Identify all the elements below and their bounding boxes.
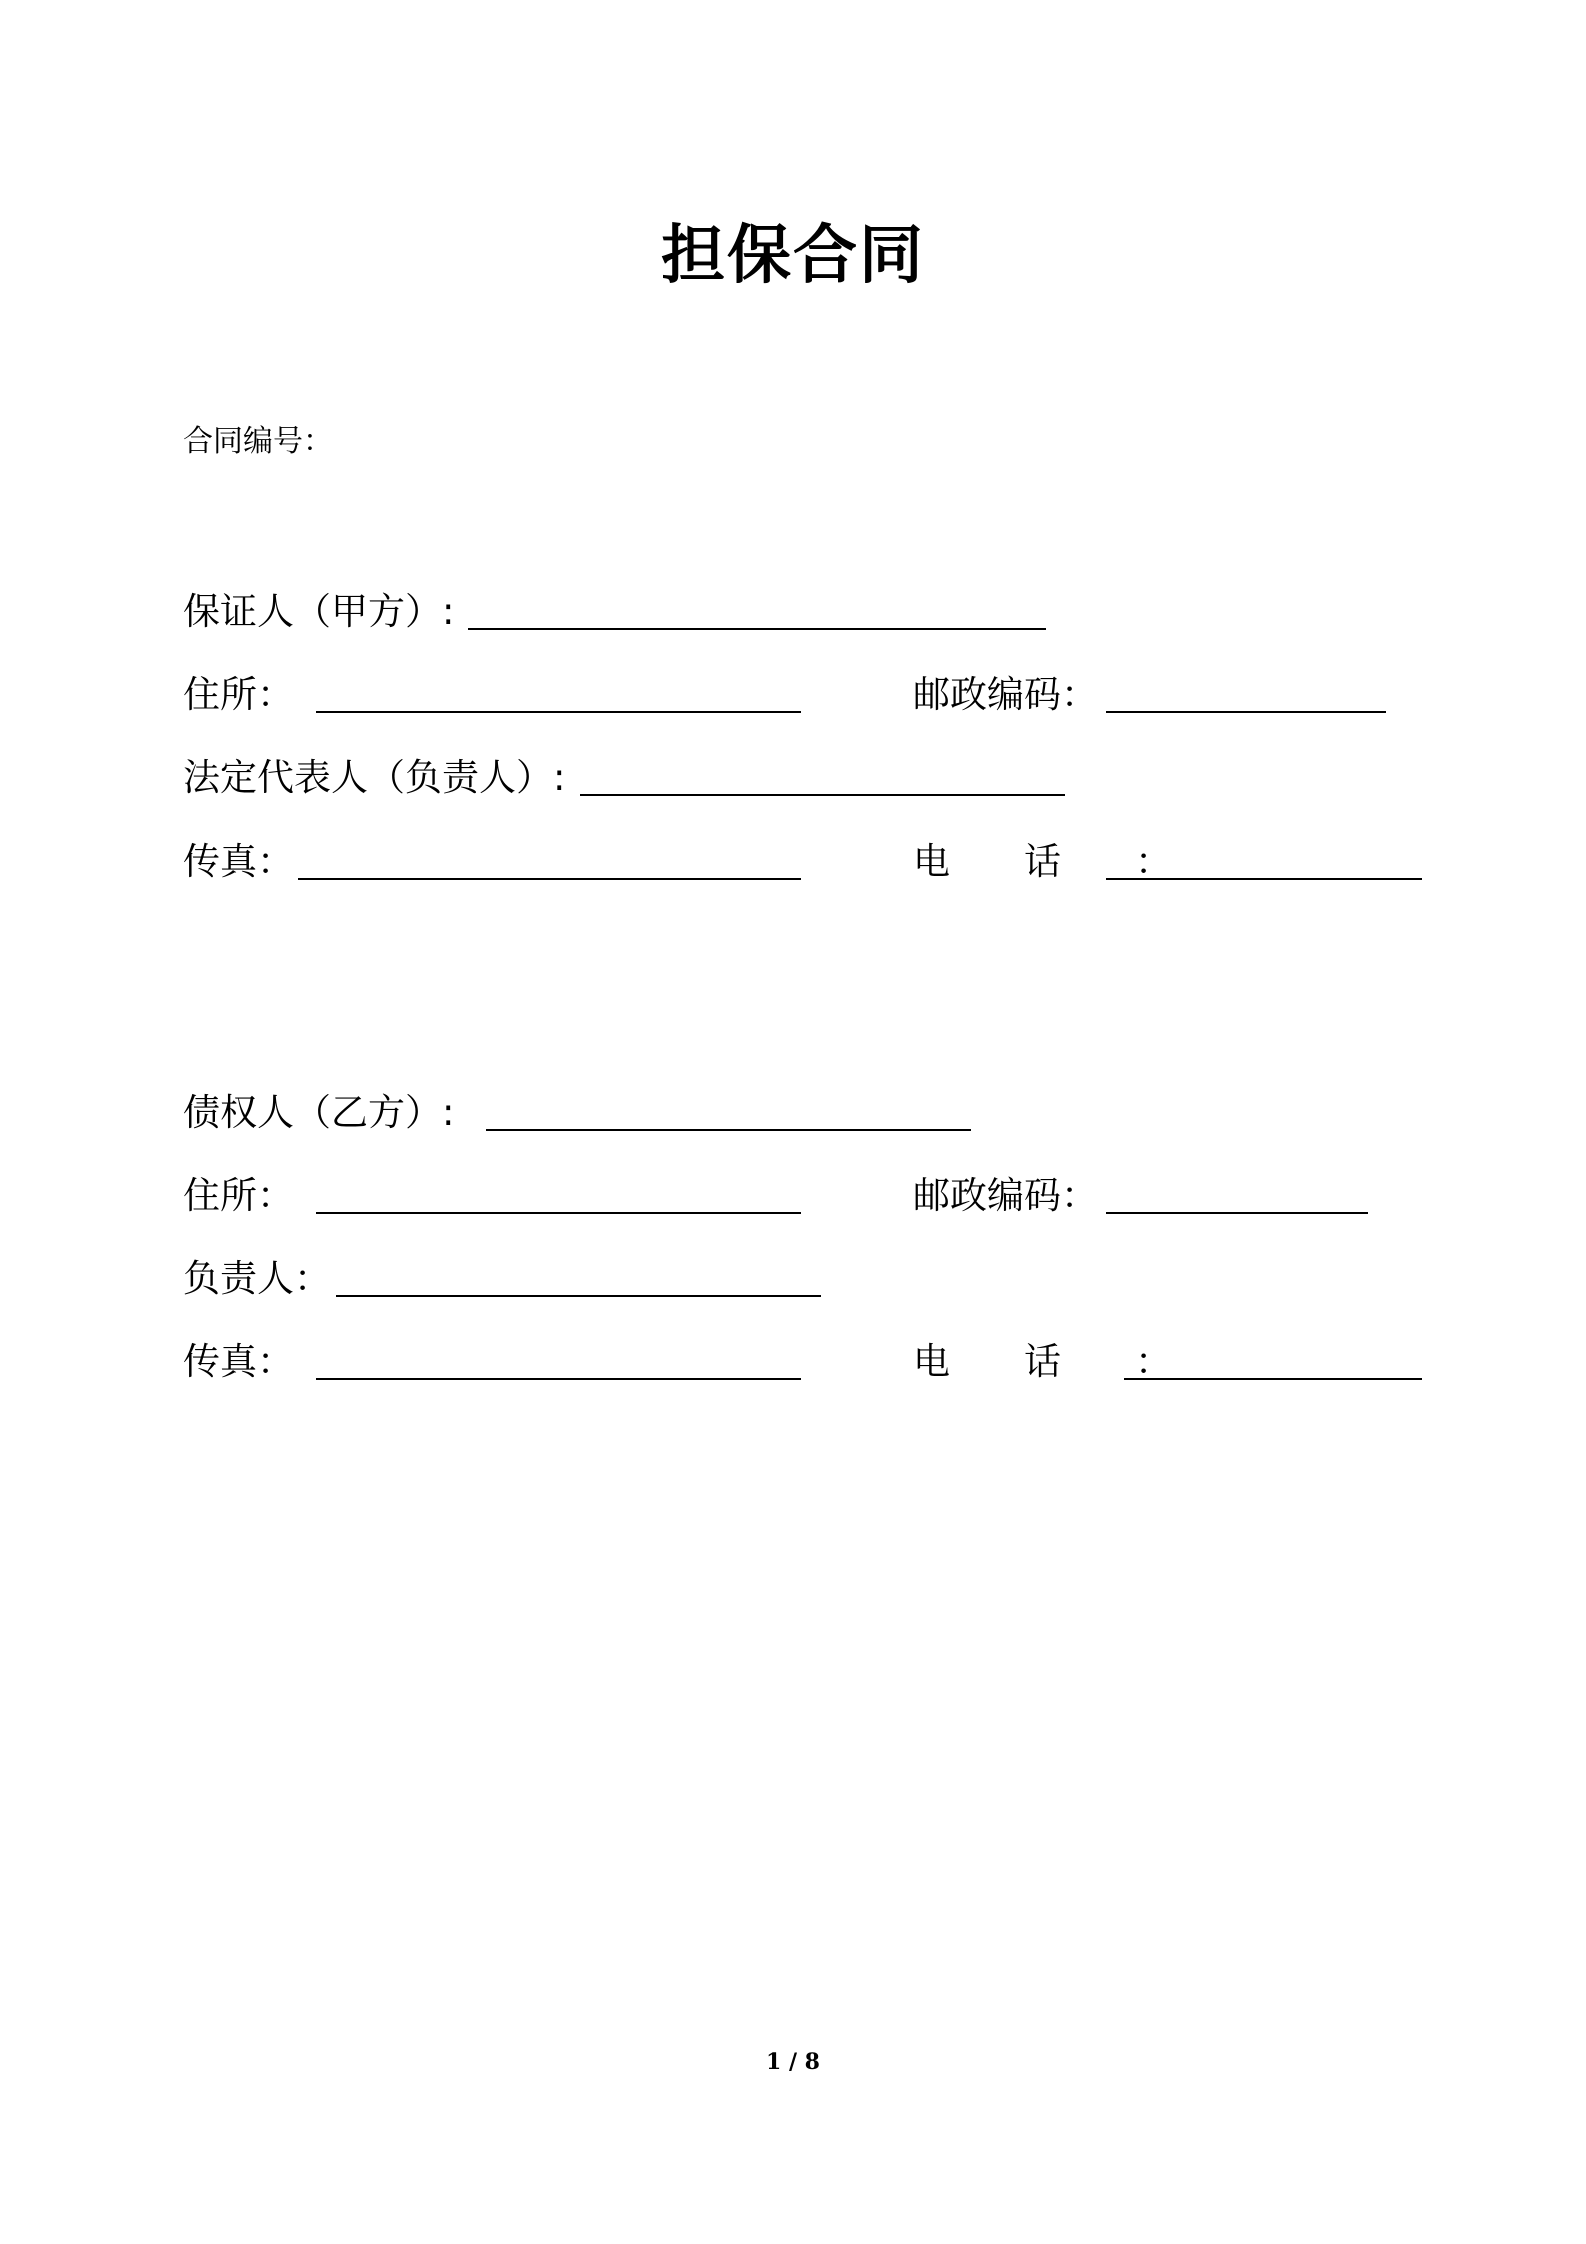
guarantor-name-blank[interactable] [468, 628, 1046, 630]
creditor-name-blank[interactable] [486, 1129, 971, 1131]
guarantor-postcode-label: 邮政编码： [913, 673, 1098, 716]
creditor-phone-label: 电话： [913, 1340, 1246, 1383]
creditor-address-label: 住所： [183, 1174, 294, 1217]
contract-number-label: 合同编号： [183, 424, 333, 459]
guarantor-fax-row [183, 832, 1423, 888]
guarantor-postcode-blank[interactable] [1106, 711, 1386, 713]
creditor-postcode-blank[interactable] [1106, 1212, 1368, 1214]
guarantor-fax-blank[interactable] [298, 878, 801, 880]
creditor-responsible-blank[interactable] [336, 1295, 821, 1297]
creditor-fax-label: 传真： [183, 1340, 294, 1383]
creditor-responsible-label: 负责人： [183, 1257, 331, 1300]
guarantor-address-label: 住所： [183, 673, 294, 716]
guarantor-fax-label: 传真： [183, 840, 294, 883]
guarantor-address-blank[interactable] [316, 711, 801, 713]
creditor-responsible-row [183, 1249, 1423, 1305]
guarantor-name-row [183, 582, 1423, 638]
guarantor-phone-blank[interactable] [1106, 878, 1422, 880]
page-number: 1 / 8 [766, 2049, 820, 2075]
creditor-fax-row [183, 1332, 1423, 1388]
guarantor-legal-rep-blank[interactable] [580, 794, 1065, 796]
creditor-address-blank[interactable] [316, 1212, 801, 1214]
guarantor-legal-rep-label: 法定代表人（负责人）: [183, 756, 566, 799]
guarantor-name-label: 保证人（甲方）: [183, 590, 455, 633]
creditor-fax-blank[interactable] [316, 1378, 801, 1380]
creditor-name-label: 债权人（乙方）: [183, 1091, 455, 1134]
creditor-name-row [183, 1083, 1423, 1139]
guarantor-address-row [183, 665, 1423, 721]
creditor-phone-blank[interactable] [1124, 1378, 1422, 1380]
creditor-address-row [183, 1166, 1423, 1222]
guarantor-phone-label: 电话： [913, 840, 1246, 883]
creditor-postcode-label: 邮政编码： [913, 1174, 1098, 1217]
document-title: 担保合同 [661, 219, 925, 293]
guarantor-legal-rep-row [183, 748, 1423, 804]
